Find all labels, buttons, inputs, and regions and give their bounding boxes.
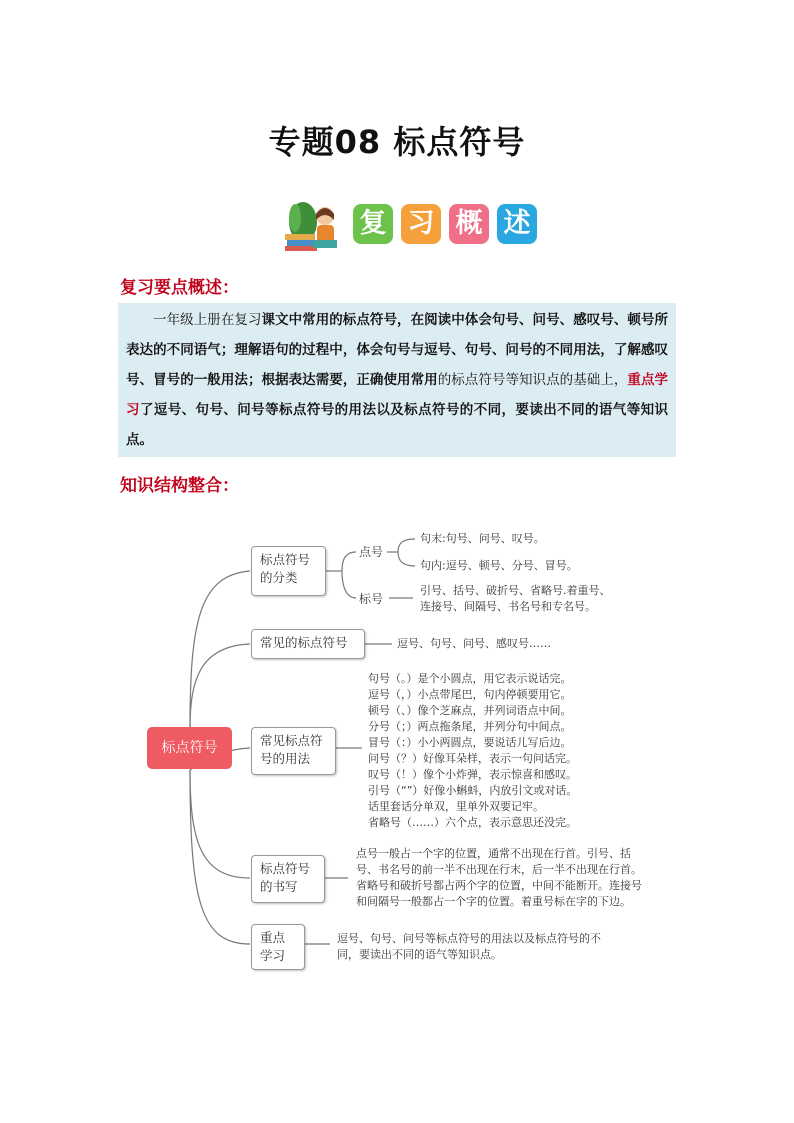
usage-line: 问号（？）好像耳朵样，表示一句问话完。 xyxy=(368,752,577,765)
node-usage: 常见标点符号的用法 xyxy=(251,727,336,775)
section-heading-overview: 复习要点概述： xyxy=(120,278,239,298)
leaf-biaohao-2: 连接号、间隔号、书名号和专名号。 xyxy=(420,600,596,613)
usage-line: 引号（“”）好像小蝌蚪，内放引文或对话。 xyxy=(368,784,578,797)
usage-line: 省略号（……）六个点，表示意思还没完。 xyxy=(368,816,577,829)
section-heading-structure: 知识结构整合： xyxy=(120,476,239,496)
usage-line: 句号（。）是个小圆点，用它表示说话完。 xyxy=(368,672,572,685)
writing-line: 号、书名号的前一半不出现在行末，后一半不出现在行首。 xyxy=(356,863,642,876)
usage-line: 冒号（：）小小两圆点，要说话儿写后边。 xyxy=(368,736,572,749)
overview-text-b: 课文中常用的标点符号，在阅读中体会句号、问号、感叹号、顿号所表达的不同语气；理解语句的过程中，体会句号与逗号、句号、问号的不同用法，了解感叹号、冒号的一般用法；根据表达需要，正确使用常用 xyxy=(126,312,669,388)
usage-line: 叹号（！）像个小炸弹，表示惊喜和感叹。 xyxy=(368,768,577,781)
leaf-common-marks: 逗号、句号、问号、感叹号…… xyxy=(397,637,551,650)
tile-shu: 述 xyxy=(497,204,537,244)
node-focus: 重点学习 xyxy=(251,924,305,970)
writing-line: 点号一般占一个字的位置，通常不出现在行首。引号、括 xyxy=(356,847,631,860)
tile-gai: 概 xyxy=(449,204,489,244)
writing-line: 省略号和破折号都占两个字的位置，中间不能断开。连接号 xyxy=(356,879,642,892)
leaf-juwei: 句末:句号、问号、叹号。 xyxy=(420,532,545,545)
leaf-junei: 句内:逗号、顿号、分号、冒号。 xyxy=(420,559,578,572)
tile-xi: 习 xyxy=(401,204,441,244)
usage-list xyxy=(368,671,628,831)
node-biaohao: 标号 xyxy=(359,592,384,606)
page-title: 专题08 标点符号 xyxy=(268,123,526,161)
node-writing: 标点符号的书写 xyxy=(251,855,325,903)
overview-text-d: 了逗号、句号、问号等标点符号的用法以及标点符号的不同，要读出不同的语气等知识点。 xyxy=(126,402,669,448)
overview-text-a: 一年级上册在复习 xyxy=(153,312,262,328)
overview-text-c: 的标点符号等知识点的基础上， xyxy=(437,372,628,388)
writing-list xyxy=(356,846,656,910)
node-common-marks: 常见的标点符号 xyxy=(251,629,365,659)
usage-line: 话里套话分单双，里单外双要记牢。 xyxy=(368,800,544,813)
usage-line: 顿号（、）像个芝麻点，并列词语点中间。 xyxy=(368,704,572,717)
overview-highlight: 重点学习 xyxy=(126,372,669,418)
usage-line: 逗号（，）小点带尾巴，句内停顿要用它。 xyxy=(368,688,572,701)
leaf-biaohao-1: 引号、括号、破折号、省略号.着重号、 xyxy=(420,584,611,597)
focus-line: 逗号、句号、问号等标点符号的用法以及标点符号的不 xyxy=(337,932,601,945)
usage-line: 分号（；）两点拖条尾，并列分句中间点。 xyxy=(368,720,572,733)
focus-line: 同，要读出不同的语气等知识点。 xyxy=(337,948,502,961)
mindmap-root: 标点符号 xyxy=(147,727,232,769)
tile-fu: 复 xyxy=(353,204,393,244)
node-classification: 标点符号的分类 xyxy=(251,546,326,596)
focus-list xyxy=(337,931,627,963)
writing-line: 和间隔号一般都占一个字的位置。着重号标在字的下边。 xyxy=(356,895,631,908)
node-dianhao: 点号 xyxy=(359,545,384,559)
